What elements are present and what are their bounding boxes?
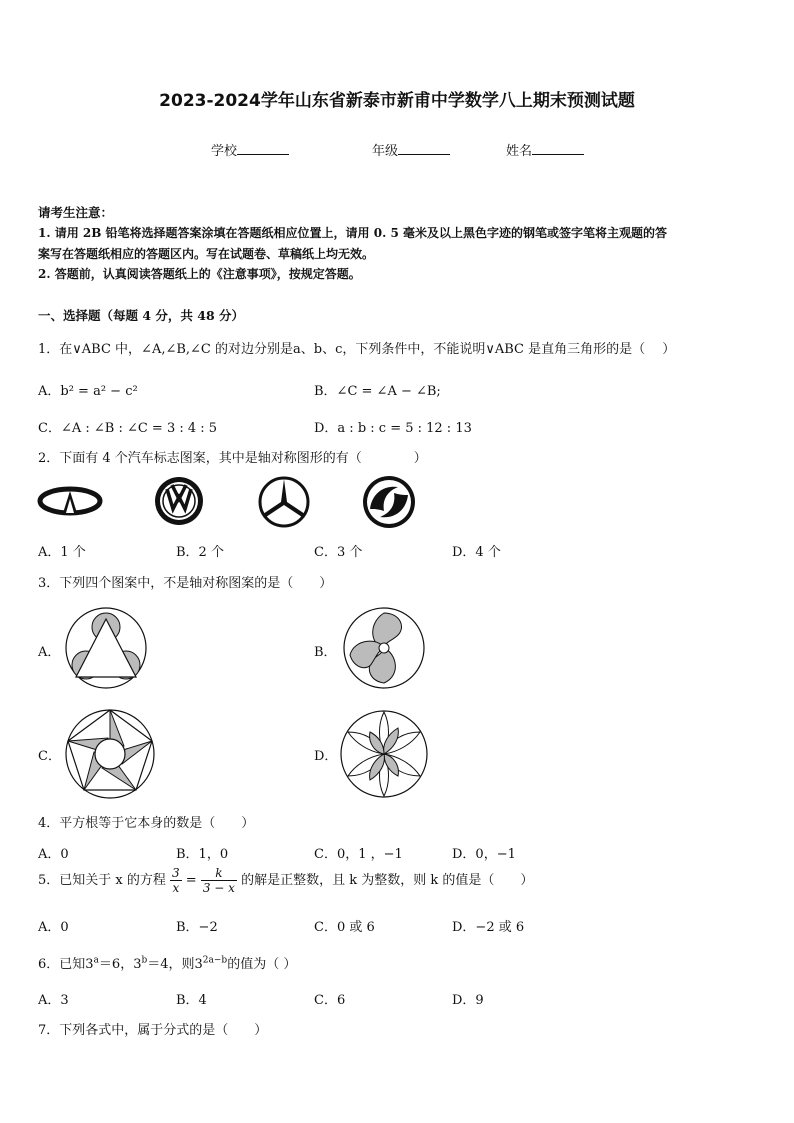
q5-stem-pre: 5．已知关于 x 的方程	[38, 873, 166, 888]
q5-option-d: D．−2 或 6	[452, 920, 525, 935]
q5-f1-num: 3	[172, 866, 180, 880]
notice-heading: 请考生注意：	[38, 205, 114, 220]
q5-fraction-2	[201, 866, 237, 895]
q4-stem: 4．平方根等于它本身的数是（ ）	[38, 816, 255, 831]
q1-option-d: D．a : b : c = 5 : 12 : 13	[314, 421, 472, 436]
q2-option-b: B．2 个	[176, 545, 224, 560]
q5-stem-post: 的解是正整数，且 k 为整数，则 k 的值是（ ）	[241, 873, 534, 888]
q2-option-c: C．3 个	[314, 545, 363, 560]
q5-f1-den: x	[172, 881, 180, 895]
q2-option-a: A．1 个	[38, 545, 86, 560]
name-field	[506, 140, 584, 159]
q6-option-d: D．9	[452, 993, 484, 1008]
q5-fraction-1	[170, 866, 182, 895]
q4-option-d: D．0，−1	[452, 847, 516, 862]
q5-option-c: C．0 或 6	[314, 920, 375, 935]
q6-sup-3: 2a−b	[202, 955, 228, 966]
q4-option-a: A．0	[38, 847, 69, 862]
q6-option-a: A．3	[38, 993, 69, 1008]
infiniti-logo-icon	[37, 483, 103, 519]
q3-figure-a-icon	[62, 605, 150, 691]
q6-sup-2: b	[141, 955, 148, 966]
q3-label-c: C．	[38, 749, 61, 764]
q6-option-c: C．6	[314, 993, 346, 1008]
section-heading: 一、选择题（每题 4 分，共 48 分）	[38, 308, 245, 323]
q6-stem	[38, 953, 296, 972]
page-title: 2023-2024学年山东省新泰市新甫中学数学八上期末预测试题	[159, 91, 635, 111]
q5-stem	[38, 866, 533, 895]
q5-option-a: A．0	[38, 920, 69, 935]
q5-f2-den: 3 − x	[202, 881, 235, 895]
q3-label-b: B．	[314, 645, 337, 660]
q3-figure-b-icon	[340, 605, 428, 691]
q6-pre: 6．已知3	[38, 957, 94, 972]
notice-line-1: 1. 请用 2B 铅笔将选择题答案涂填在答题纸相应位置上，请用 0. 5 毫米及以上黑色字迹的钢笔或签字笔将主观题的答	[38, 226, 667, 240]
q3-figure-d-icon	[338, 708, 430, 800]
q6-sup-1: a	[93, 955, 99, 966]
school-blank	[237, 142, 289, 155]
grade-label: 年级	[372, 144, 399, 159]
q5-f2-num: k	[201, 866, 237, 881]
q7-stem: 7．下列各式中，属于分式的是（ ）	[38, 1023, 268, 1038]
q3-label-d: D．	[314, 749, 338, 764]
q2-option-d: D．4 个	[452, 545, 501, 560]
school-label: 学校	[211, 144, 238, 159]
q3-label-a: A．	[38, 645, 61, 660]
q4-option-b: B．1，0	[176, 847, 229, 862]
q4-option-c: C．0，1 ，−1	[314, 847, 403, 862]
q1-stem: 1．在∨ABC 中，∠A,∠B,∠C 的对边分别是a、b、c，下列条件中，不能说明∨ABC 是直角三角形的是（ ）	[38, 342, 676, 357]
volkswagen-logo-icon	[153, 475, 205, 527]
q1-option-c: C．∠A : ∠B : ∠C = 3 : 4 : 5	[38, 421, 218, 436]
notice-line-2: 2. 答题前，认真阅读答题纸上的《注意事项》，按规定答题。	[38, 267, 361, 281]
q6-option-b: B．4	[176, 993, 207, 1008]
q2-stem: 2．下面有 4 个汽车标志图案，其中是轴对称图形的有（ ）	[38, 451, 427, 466]
q3-stem: 3．下列四个图案中，不是轴对称图案的是（ ）	[38, 576, 333, 591]
grade-blank	[398, 142, 450, 155]
q6-mid-1: ＝6，3	[98, 957, 142, 972]
q6-post: 的值为（ ）	[227, 957, 297, 972]
q5-eq: =	[185, 873, 197, 888]
q1-option-a: A．b² = a² − c²	[38, 384, 138, 399]
notice-line-1b: 案写在答题纸相应的答题区内。写在试题卷、草稿纸上均无效。	[38, 247, 375, 261]
q5-option-b: B．−2	[176, 920, 218, 935]
mercedes-logo-icon	[257, 475, 311, 529]
grade-field	[372, 140, 450, 159]
name-blank	[532, 142, 584, 155]
dongfeng-logo-icon	[362, 475, 416, 529]
q3-figure-c-icon	[62, 708, 158, 800]
q1-option-b: B．∠C = ∠A − ∠B;	[314, 384, 441, 399]
q6-mid-2: ＝4，则3	[147, 957, 203, 972]
name-label: 姓名	[506, 144, 533, 159]
school-field	[211, 140, 289, 159]
